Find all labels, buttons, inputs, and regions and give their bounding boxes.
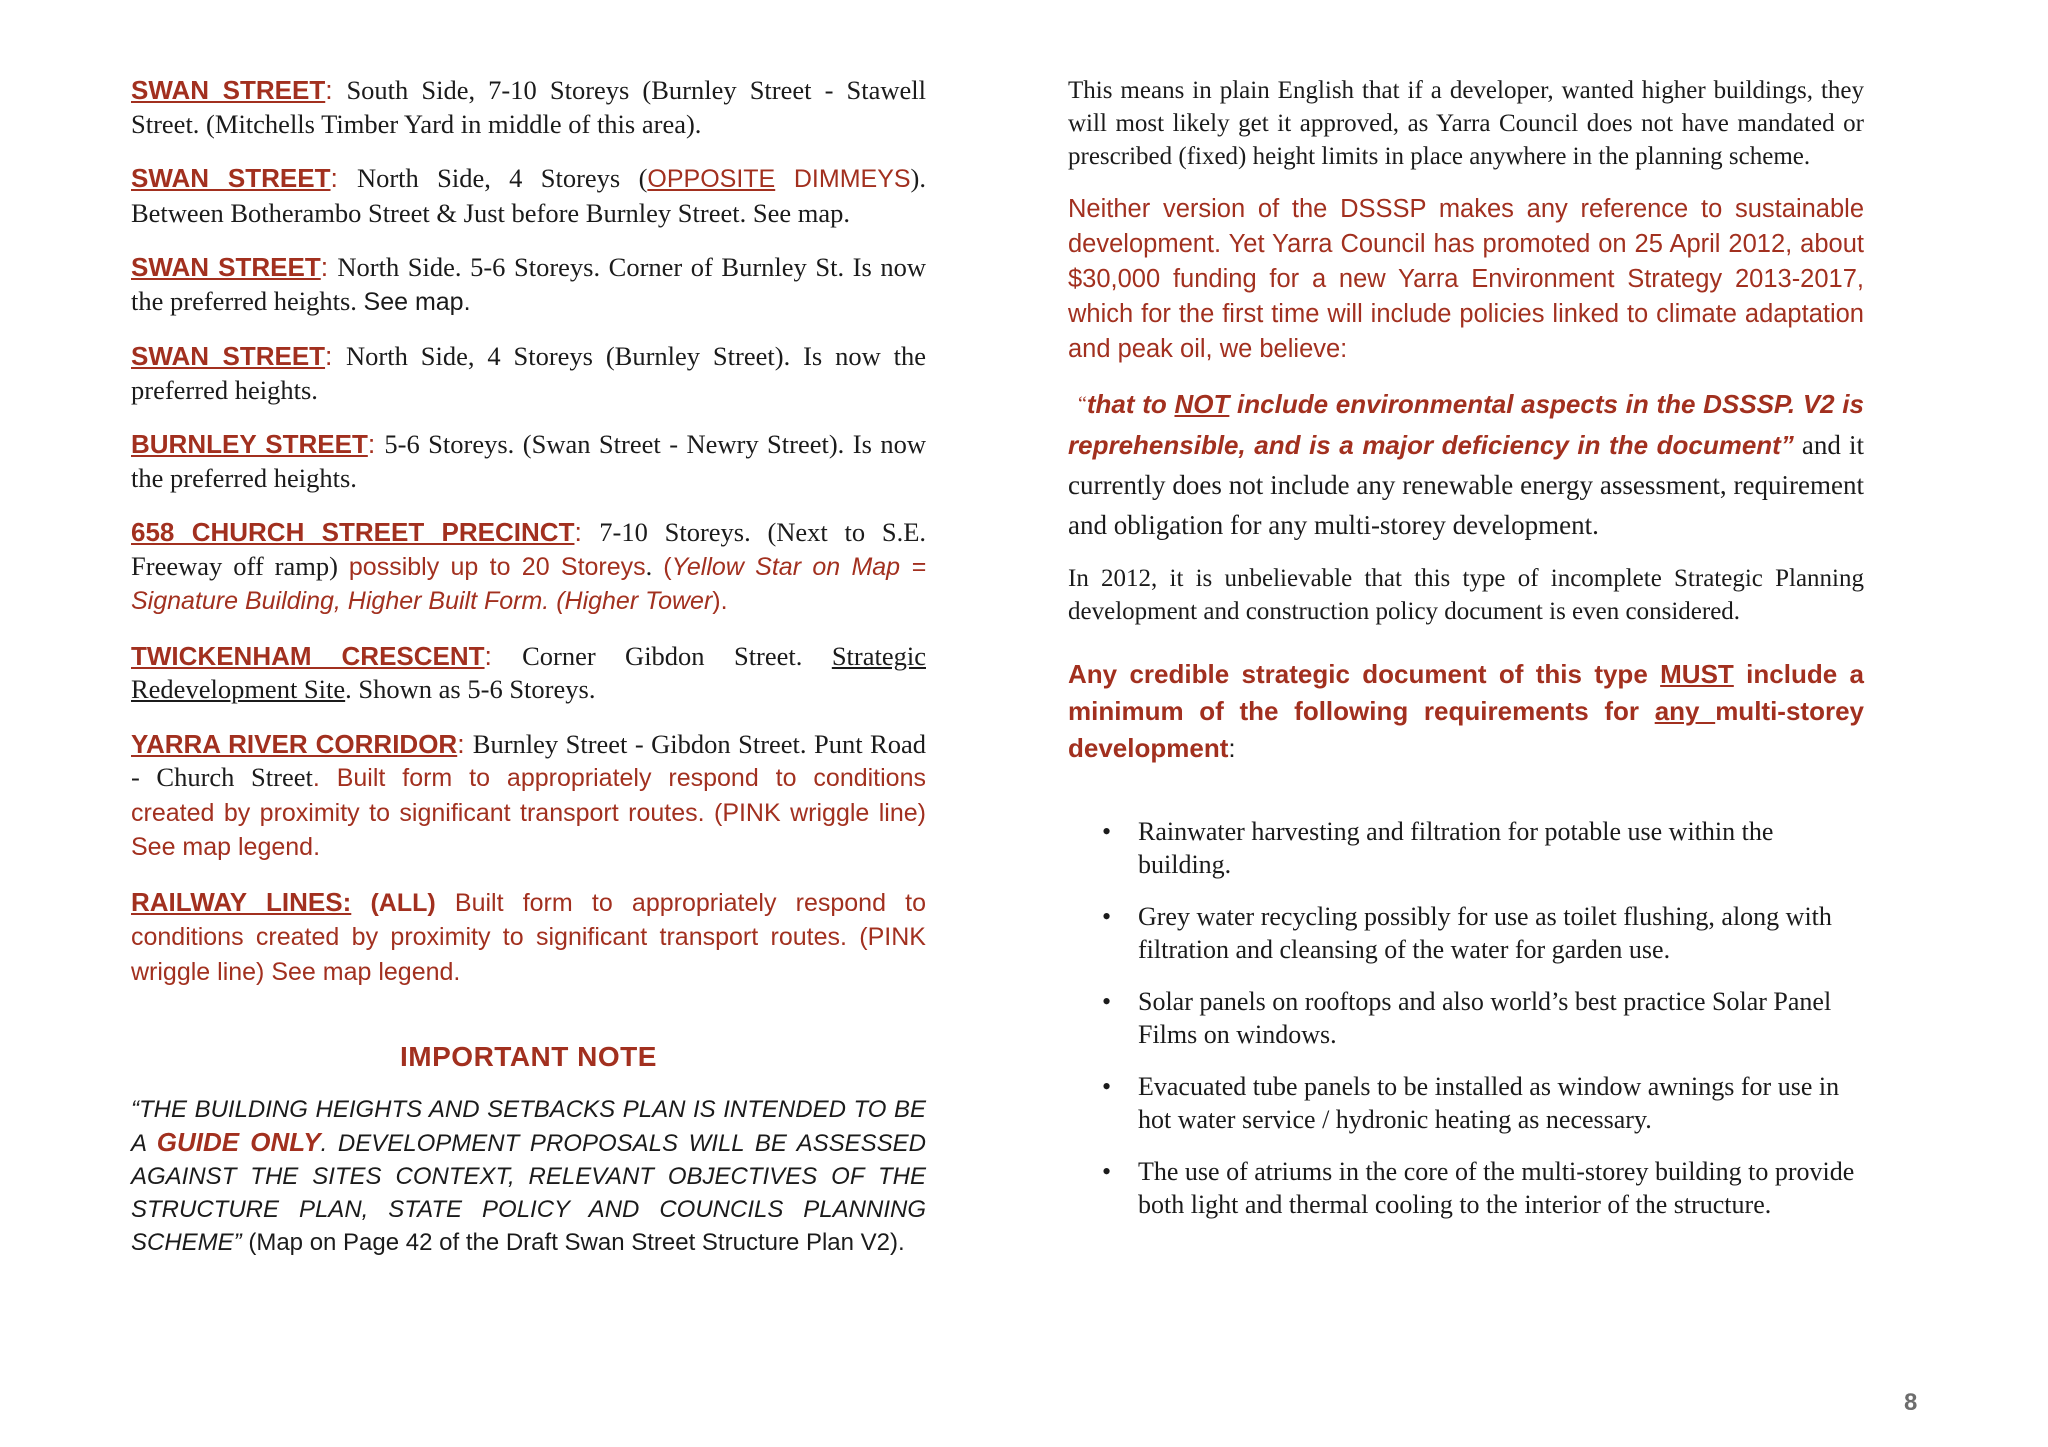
entry-label: TWICKENHAM CRESCENT [131,640,485,671]
paragraph-dsssp-sustainability: Neither version of the DSSSP makes any reference to sustainable development. Yet Yarra Council has promoted on 25 April 2012, about $30,000 funding for a new Yarra Environment Strategy 2013-2017, which for the first time will include policies linked to climate adaptation and peak oil, we believe: [1068,195,1864,363]
paragraph-plain-english: This means in plain English that if a developer, wanted higher buildings, they will most likely get it approved, as Yarra Council does not have mandated or prescribed (fixed) height limits in place anywhere in the planning scheme. [1068,77,1864,170]
important-note-text: “THE BUILDING HEIGHTS AND SETBACKS PLAN IS INTENDED TO BE A GUIDE ONLY. DEVELOPMENT PROPOSALS WILL BE ASSESSED AGAINST THE SITES CONTEXT, RELEVANT OBJECTIVES OF THE STRUCTURE PLAN, STATE POLICY AND COUNCILS PLANNING SCHEME” (Map on Page 42 of the Draft Swan Street Structure Plan V2). [131,1096,927,1256]
entry-swan-north-burnley-corner: SWAN STREET: North Side. 5-6 Storeys. Corner of Burnley St. Is now the preferred heights. See map. [131,252,926,316]
dimmeys-text: DIMMEYS [775,165,911,193]
guide-only-emphasis: GUIDE ONLY [156,1127,321,1157]
left-column [131,74,926,1259]
bullet-icon: • [1102,987,1112,1016]
entry-church-street-precinct: 658 CHURCH STREET PRECINCT: 7-10 Storeys. (Next to S.E. Freeway off ramp) possibly up to 20 Storeys. (Yellow Star on Map = Signature Building, Higher Built Form. (Higher Tower). [131,517,927,615]
entry-yarra-river-corridor: YARRA RIVER CORRIDOR: Burnley Street - Gibdon Street. Punt Road - Church Street. Built form to appropriately respond to conditions created by proximity to significant transport routes. (PINK wriggle line) See map legend. [131,728,926,861]
entry-swan-north-burnley: SWAN STREET: North Side, 4 Storeys (Burnley Street). Is now the preferred heights. [131,341,926,405]
strategic-redevelopment-site: Strategic Redevelopment Site [131,640,926,704]
paragraph-quote: “that to NOT include environmental aspects in the DSSSP. V2 is reprehensible, and is a major deficiency in the document” and it currently does not include any renewable energy assessment, requirement and obligation for any multi-storey development. [1068,389,1864,540]
list-item: • Rainwater harvesting and filtration for potable use within the building. [1102,817,1774,879]
entry-label: SWAN STREET [131,163,331,193]
requirements-list [1068,815,1864,1221]
entry-label: 658 CHURCH STREET PRECINCT [131,517,575,547]
entry-label: YARRA RIVER CORRIDOR [131,728,458,759]
list-item: • Solar panels on rooftops and also world’s best practice Solar Panel Films on windows. [1102,987,1832,1049]
list-item: • Evacuated tube panels to be installed as window awnings for use in hot water service / hydronic heating as necessary. [1102,1072,1840,1134]
entry-label: BURNLEY STREET [131,429,368,459]
list-item: • The use of atriums in the core of the multi-storey building to provide both light and thermal cooling to the interior of the structure. [1102,1157,1855,1219]
bullet-icon: • [1102,902,1112,931]
bullet-icon: • [1102,1072,1112,1101]
bullet-icon: • [1102,817,1112,846]
entry-label: RAILWAY LINES: [131,886,352,917]
any-emphasis: any [1654,696,1716,726]
entry-swan-north-dimmeys: SWAN STREET: North Side, 4 Storeys (OPPOSITE DIMMEYS). Between Botherambo Street & Just before Burnley Street. See map. [131,163,926,228]
entry-label: SWAN STREET [131,341,326,371]
entry-swan-south: SWAN STREET: South Side, 7-10 Storeys (Burnley Street - Stawell Street. (Mitchells Timber Yard in middle of this area). [131,75,926,139]
entry-railway-lines: RAILWAY LINES: (ALL) Built form to appropriately respond to conditions created by proximity to significant transport routes. (PINK wriggle line) See map legend. [131,886,926,986]
page-number: 8 [1904,1389,1918,1416]
important-note-heading: IMPORTANT NOTE [400,1041,657,1072]
entry-label: SWAN STREET [131,75,326,105]
paragraph-unbelievable: In 2012, it is unbelievable that this type of incomplete Strategic Planning development and construction policy document is even considered. [1068,565,1864,625]
not-emphasis: NOT [1174,389,1230,419]
opposite-text: OPPOSITE [647,165,776,193]
must-emphasis: MUST [1660,659,1734,689]
entry-burnley-street: BURNLEY STREET: 5-6 Storeys. (Swan Street - Newry Street). Is now the preferred heights. [131,429,926,493]
entry-twickenham-crescent: TWICKENHAM CRESCENT: Corner Gibdon Street. Strategic Redevelopment Site. Shown as 5-6 Storeys. [131,640,926,704]
list-item: • Grey water recycling possibly for use as toilet flushing, along with filtration and cleansing of the water for garden use. [1102,902,1832,964]
right-column [1068,74,1864,1240]
yellow-star-note: Yellow Star on Map = Signature Building, Higher Built Form. (Higher Tower [131,552,926,615]
paragraph-requirements-intro: Any credible strategic document of this type MUST include a minimum of the following requirements for any multi-storey development: [1068,659,1864,763]
entry-label: SWAN STREET [131,252,321,282]
bullet-icon: • [1102,1157,1112,1186]
